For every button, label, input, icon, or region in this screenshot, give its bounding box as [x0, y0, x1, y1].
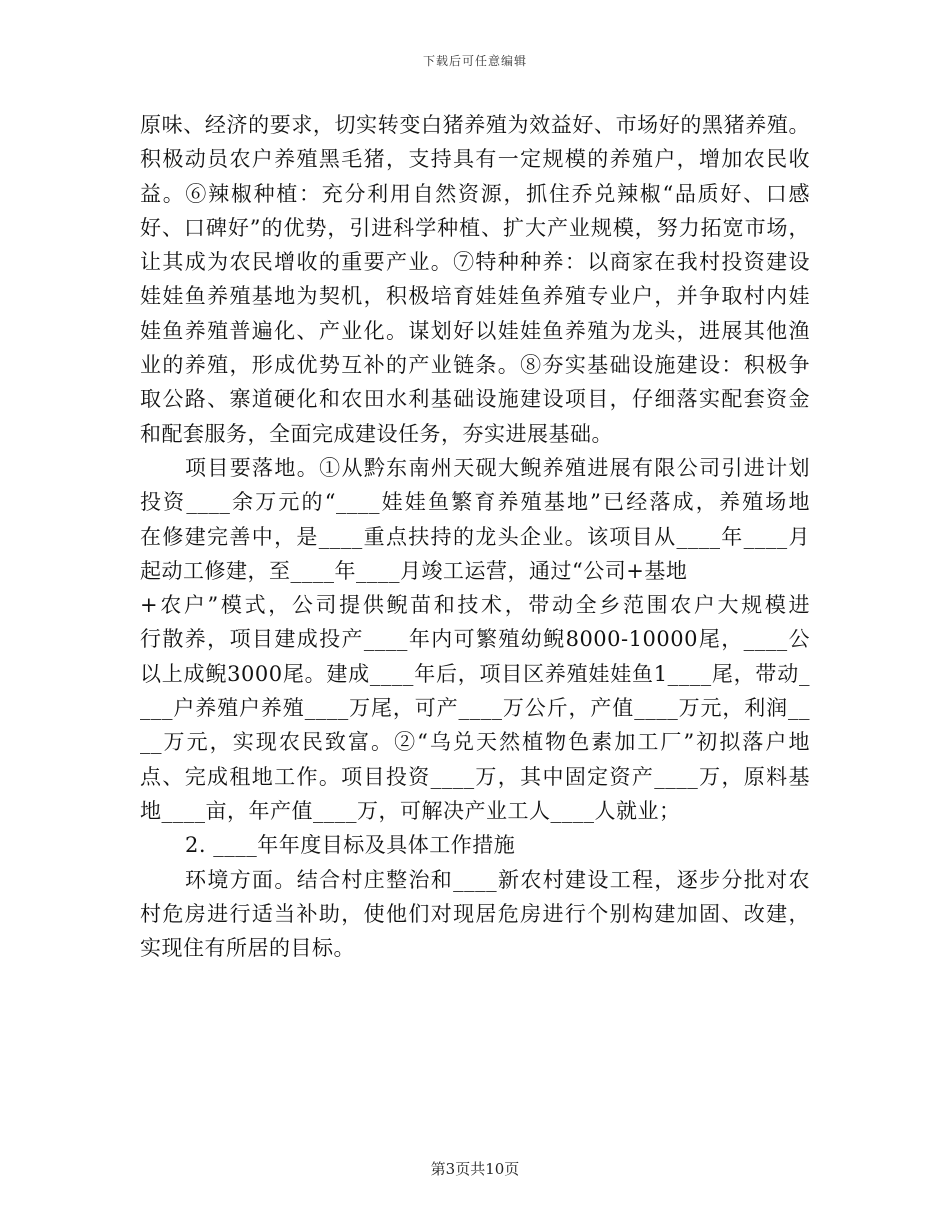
text-line: +农户”模式，公司提供鲵苗和技术，带动全乡范围农户大规模进 — [140, 593, 810, 618]
text-line: 行散养，项目建成投产____年内可繁殖幼鲵8000-10000尾，____公 — [140, 627, 810, 652]
text-line: 项目要落地。①从黔东南州天砚大鲵养殖进展有限公司引进计划 — [185, 455, 810, 480]
text-line: 取公路、寨道硬化和农田水利基础设施建设项目，仔细落实配套资金 — [140, 387, 810, 412]
text-line: 点、完成租地工作。项目投资____万，其中固定资产____万，原料基 — [140, 764, 810, 789]
text-line: 和配套服务，全面完成建设任务，夯实进展基础。 — [140, 421, 613, 446]
text-line: 2. ____年年度目标及具体工作措施 — [185, 833, 516, 858]
text-line: __万元，实现农民致富。②“乌兑天然植物色素加工厂”初拟落户地 — [140, 730, 810, 755]
text-line: 娃娃鱼养殖基地为契机，积极培育娃娃鱼养殖专业户，并争取村内娃 — [140, 284, 810, 309]
text-line: 村危房进行适当补助，使他们对现居危房进行个别构建加固、改建， — [140, 901, 810, 926]
text-line: ___户养殖户养殖____万尾，可产____万公斤，产值____万元，利润__ — [140, 696, 810, 721]
text-line: 起动工修建，至____年____月竣工运营，通过“公司+基地 — [140, 558, 688, 583]
text-line: 益。⑥辣椒种植：充分利用自然资源，抓住乔兑辣椒“品质好、口感 — [140, 181, 810, 206]
text-line: 原味、经济的要求，切实转变白猪养殖为效益好、市场好的黑猪养殖。 — [140, 113, 810, 137]
text-line: 在修建完善中，是____重点扶持的龙头企业。该项目从____年____月 — [140, 524, 810, 549]
page-number: 第3页共10页 — [430, 1160, 520, 1178]
text-line: 地____亩，年产值____万，可解决产业工人____人就业； — [140, 798, 681, 823]
text-line: 业的养殖，形成优势互补的产业链条。⑧夯实基础设施建设：积极争 — [140, 353, 810, 378]
text-line: 环境方面。结合村庄整治和____新农村建设工程，逐步分批对农 — [185, 867, 810, 892]
text-line: 实现住有所居的目标。 — [140, 936, 355, 961]
document-body — [140, 108, 810, 965]
text-line: 投资____余万元的“____娃娃鱼繁育养殖基地”已经落成，养殖场地 — [140, 490, 810, 515]
text-line: 积极动员农户养殖黑毛猪，支持具有一定规模的养殖户，增加农民收 — [140, 147, 810, 172]
text-line: 以上成鲵3000尾。建成____年后，项目区养殖娃娃鱼1____尾，带动_ — [140, 661, 810, 686]
text-line: 让其成为农民增收的重要产业。⑦特种种养：以商家在我村投资建设 — [140, 250, 810, 275]
text-line: 好、口碑好”的优势，引进科学种植、扩大产业规模，努力拓宽市场， — [140, 215, 810, 240]
page-header-note: 下载后可任意编辑 — [422, 54, 527, 68]
text-line: 娃鱼养殖普遍化、产业化。谋划好以娃娃鱼养殖为龙头，进展其他渔 — [140, 318, 810, 343]
